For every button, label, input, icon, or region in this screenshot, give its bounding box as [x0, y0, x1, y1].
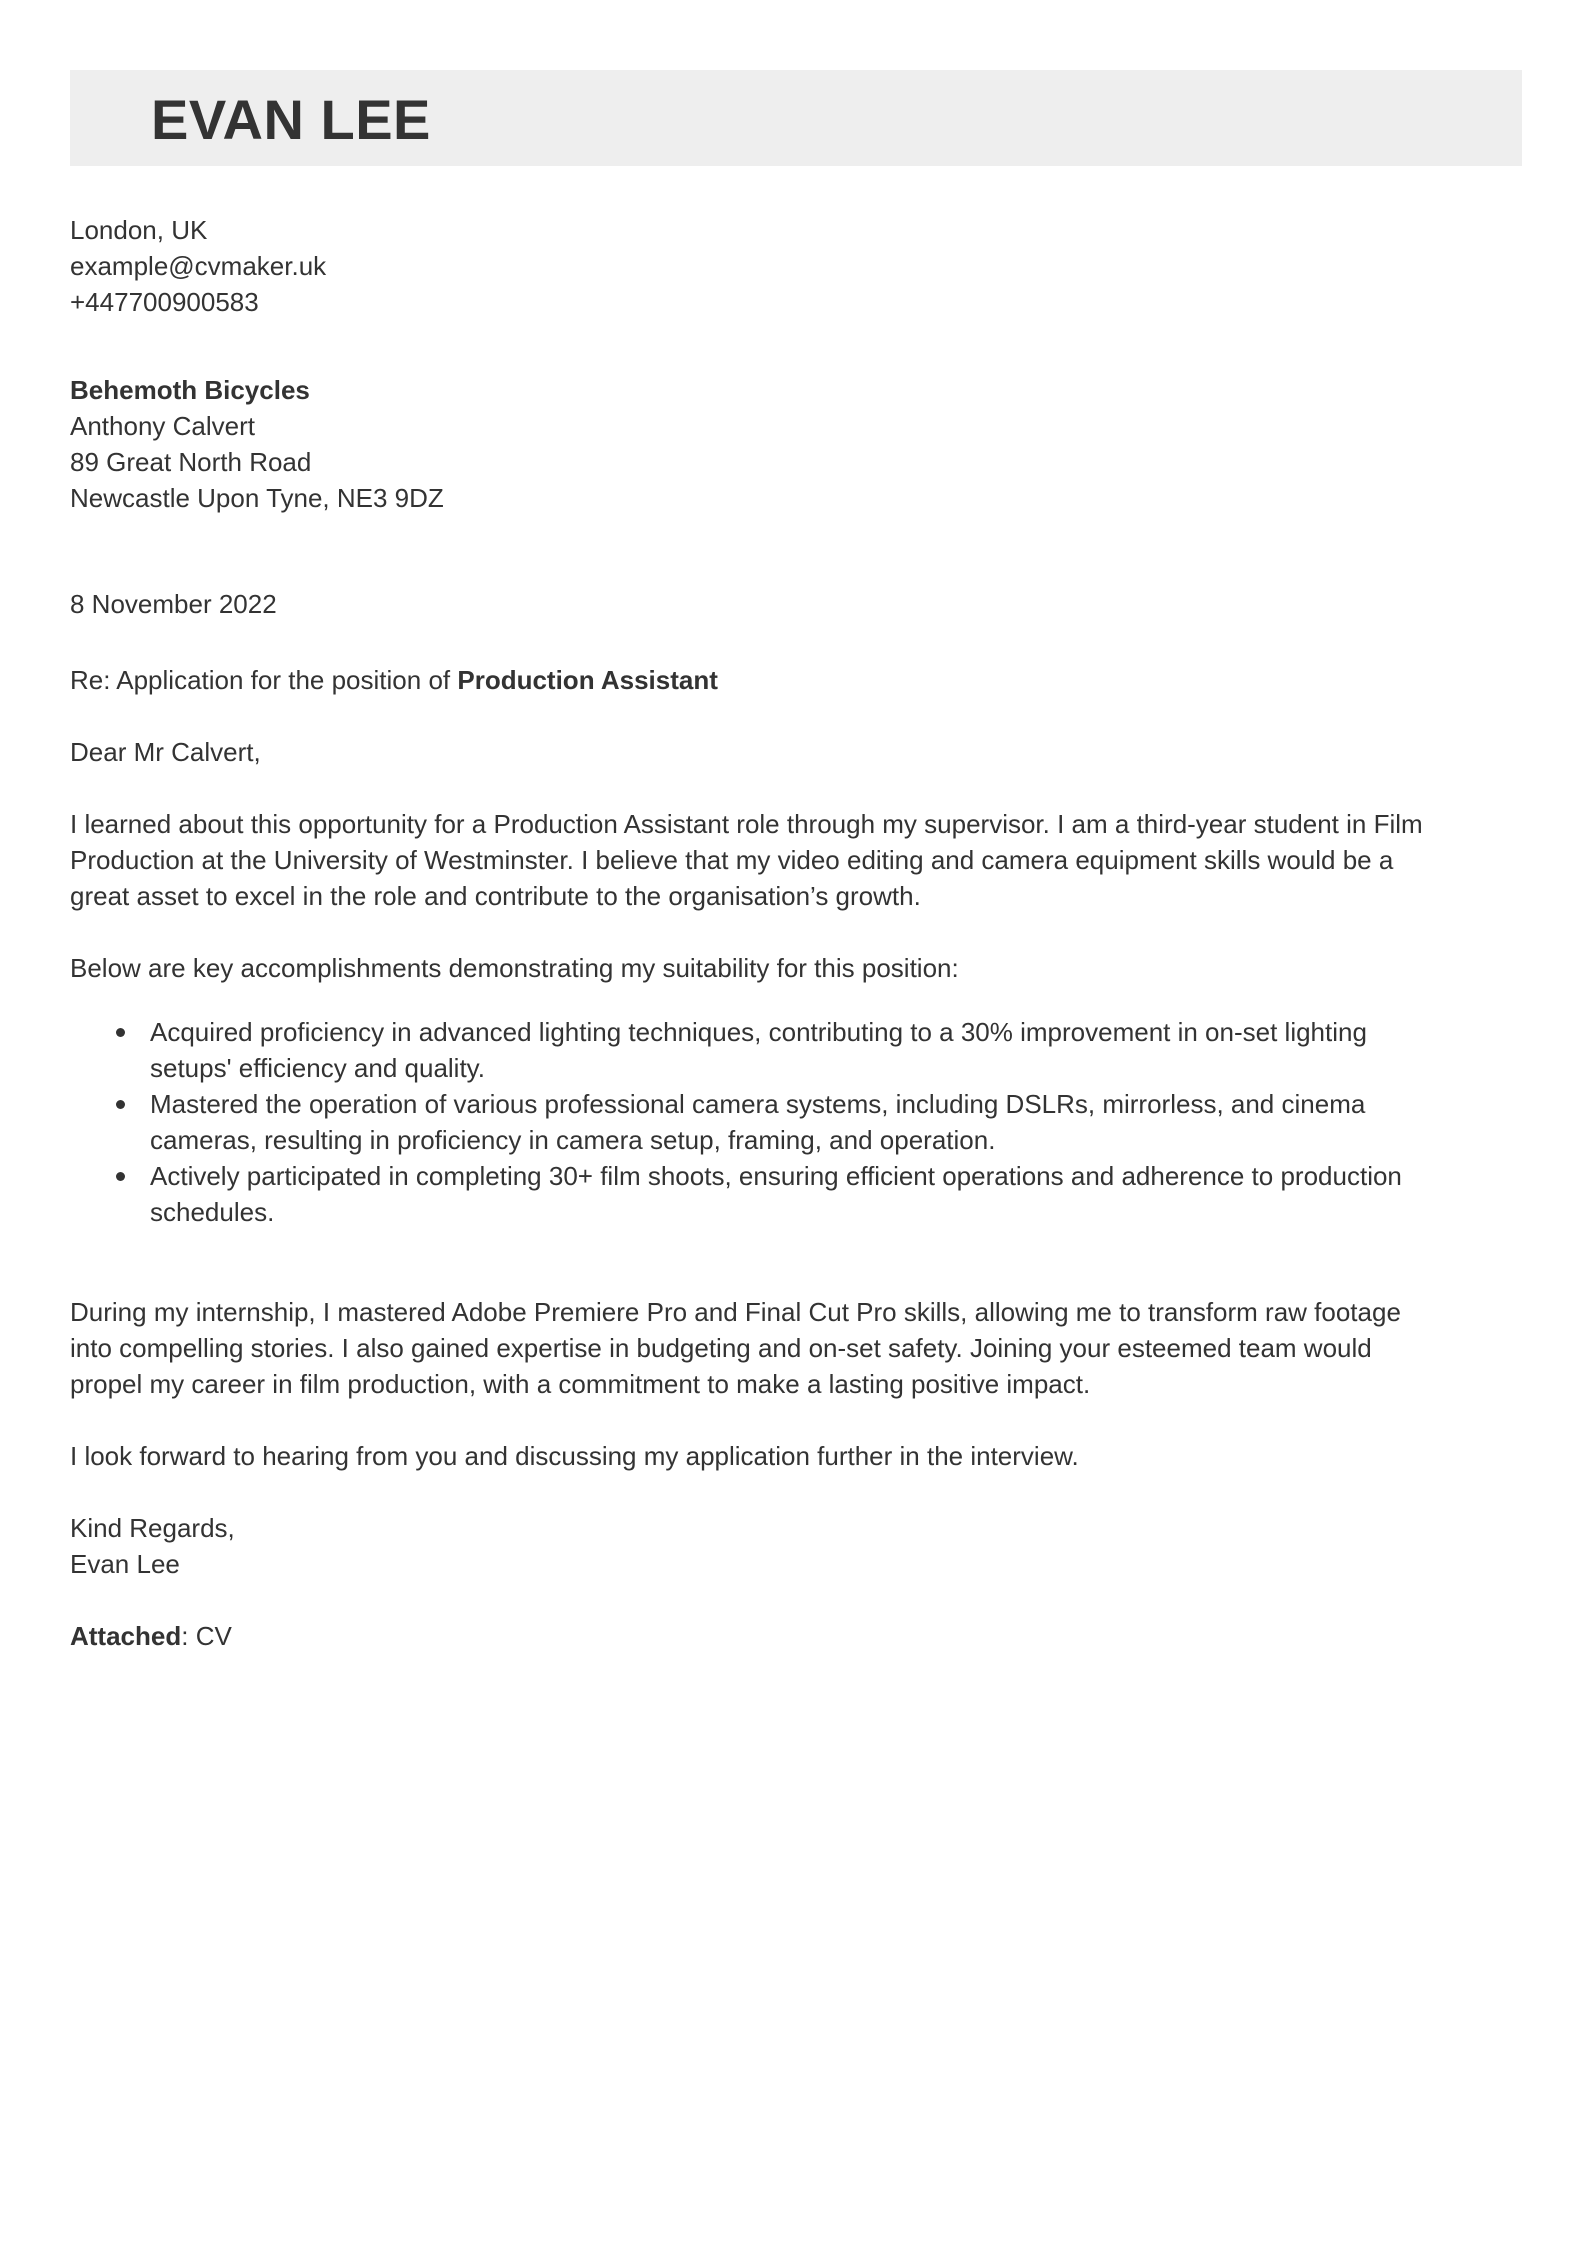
sign-off: Kind Regards,	[70, 1513, 235, 1543]
list-item-line: Mastered the operation of various professional camera systems, including DSLRs, mirrorless, and cinema	[150, 1089, 1366, 1119]
greeting: Dear Mr Calvert,	[70, 737, 261, 767]
name-header-band	[70, 70, 1522, 166]
paragraph-line: During my internship, I mastered Adobe Premiere Pro and Final Cut Pro skills, allowing me to transform raw footage	[70, 1297, 1401, 1327]
recipient-company: Behemoth Bicycles	[70, 375, 310, 405]
attachment-separator: :	[181, 1621, 196, 1651]
bullet-icon	[116, 1100, 125, 1109]
list-item-line: schedules.	[150, 1197, 275, 1227]
paragraph-line: great asset to excel in the role and contribute to the organisation’s growth.	[70, 881, 921, 911]
list-item	[150, 1014, 1470, 1086]
attachment-value: CV	[195, 1621, 232, 1651]
subject-line	[70, 662, 1470, 698]
letter-content	[70, 212, 1470, 1654]
accomplishments-list	[70, 1014, 1470, 1230]
body-paragraph-1	[70, 806, 1470, 914]
paragraph-line: I learned about this opportunity for a Production Assistant role through my supervisor. I am a third-year student in Film	[70, 809, 1423, 839]
list-item-line: Acquired proficiency in advanced lighting techniques, contributing to a 30% improvement in on-set lighting	[150, 1017, 1367, 1047]
subject-prefix: Re: Application for the position of	[70, 665, 458, 695]
sender-email: example@cvmaker.uk	[70, 251, 327, 281]
sender-details	[70, 212, 1470, 320]
applicant-name: EVAN LEE	[151, 88, 431, 151]
list-item-line: cameras, resulting in proficiency in camera setup, framing, and operation.	[150, 1125, 996, 1155]
sender-phone: +447700900583	[70, 287, 259, 317]
body-paragraph-3: I look forward to hearing from you and discussing my application further in the interview.	[70, 1441, 1079, 1471]
body-paragraph-2	[70, 1294, 1470, 1402]
attachment-label: Attached	[70, 1621, 182, 1651]
bullet-icon	[116, 1028, 125, 1037]
list-item	[150, 1086, 1470, 1158]
list-item-line: Actively participated in completing 30+ film shoots, ensuring efficient operations and adherence to production	[150, 1161, 1402, 1191]
signature-name: Evan Lee	[70, 1549, 180, 1579]
paragraph-line: propel my career in film production, with a commitment to make a lasting positive impact.	[70, 1369, 1091, 1399]
attachment-line	[70, 1618, 1470, 1654]
recipient-contact: Anthony Calvert	[70, 411, 255, 441]
subject-position: Production Assistant	[457, 665, 718, 695]
list-item-line: setups' efficiency and quality.	[150, 1053, 485, 1083]
paragraph-line: Production at the University of Westminster. I believe that my video editing and camera equipment skills would be a	[70, 845, 1394, 875]
recipient-details	[70, 372, 1470, 516]
list-item	[150, 1158, 1470, 1230]
recipient-address-line2: Newcastle Upon Tyne, NE3 9DZ	[70, 483, 444, 513]
accomplishments-intro: Below are key accomplishments demonstrating my suitability for this position:	[70, 953, 959, 983]
bullet-icon	[116, 1172, 125, 1181]
recipient-address-line1: 89 Great North Road	[70, 447, 312, 477]
closing-block	[70, 1510, 1470, 1582]
paragraph-line: into compelling stories. I also gained expertise in budgeting and on-set safety. Joining your esteemed team would	[70, 1333, 1372, 1363]
letter-date: 8 November 2022	[70, 589, 277, 619]
sender-location: London, UK	[70, 215, 208, 245]
